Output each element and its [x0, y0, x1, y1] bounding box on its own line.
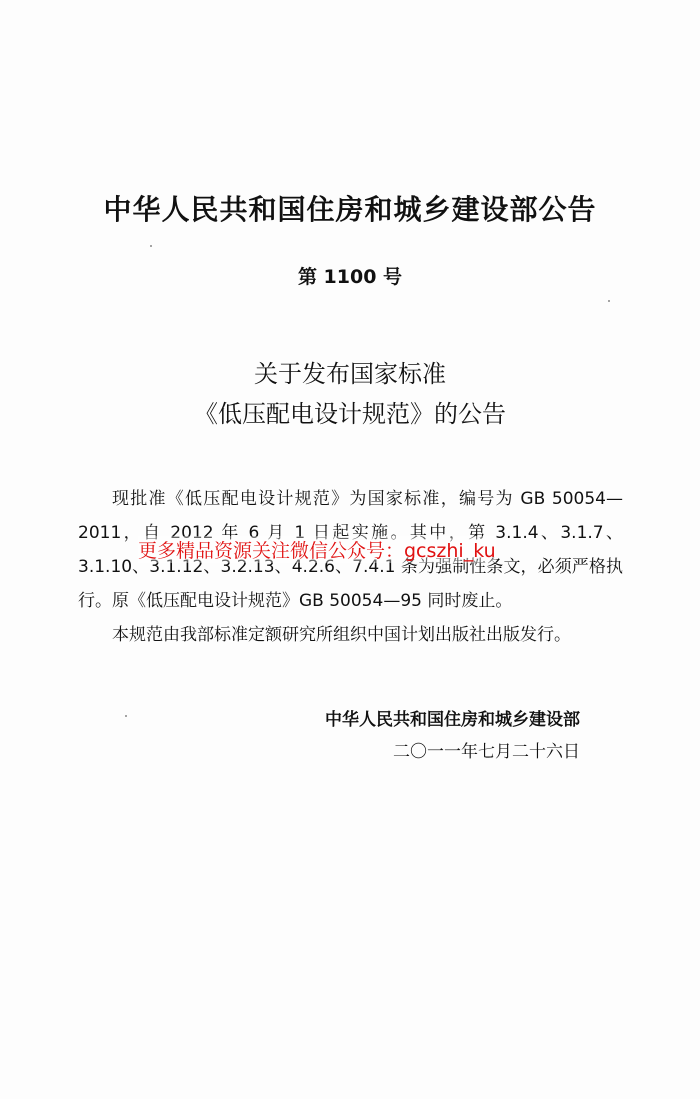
body-paragraph-2: 本规范由我部标准定额研究所组织中国计划出版社出版发行。	[112, 625, 571, 645]
scan-speck	[125, 715, 127, 717]
watermark-text: 更多精品资源关注微信公众号：gcszhi_ku	[138, 536, 496, 563]
subject-line-1: 关于发布国家标准	[254, 360, 446, 388]
subject-line-2: 《低压配电设计规范》的公告	[194, 400, 506, 428]
announcement-body	[78, 482, 623, 652]
scan-speck	[608, 300, 610, 302]
announcement-number: 第 1100 号	[297, 266, 403, 288]
body-paragraph-1: 现批准《低压配电设计规范》为国家标准，编号为 GB 50054—2011，自 2012 年 6 月 1 日起实施。其中，第 3.1.4、3.1.7、3.1.10、3.1.12、3.2.13、4.2.6、7.4.1 条为强制性条文，必须严格执行。原《低压配电设计规范》GB 50054—95 同时废止。	[78, 489, 623, 611]
signature-organization: 中华人民共和国住房和城乡建设部	[325, 710, 580, 730]
scan-speck	[150, 245, 152, 247]
ministry-title: 中华人民共和国住房和城乡建设部公告	[103, 193, 597, 226]
signature-date: 二〇一一年七月二十六日	[393, 742, 580, 762]
